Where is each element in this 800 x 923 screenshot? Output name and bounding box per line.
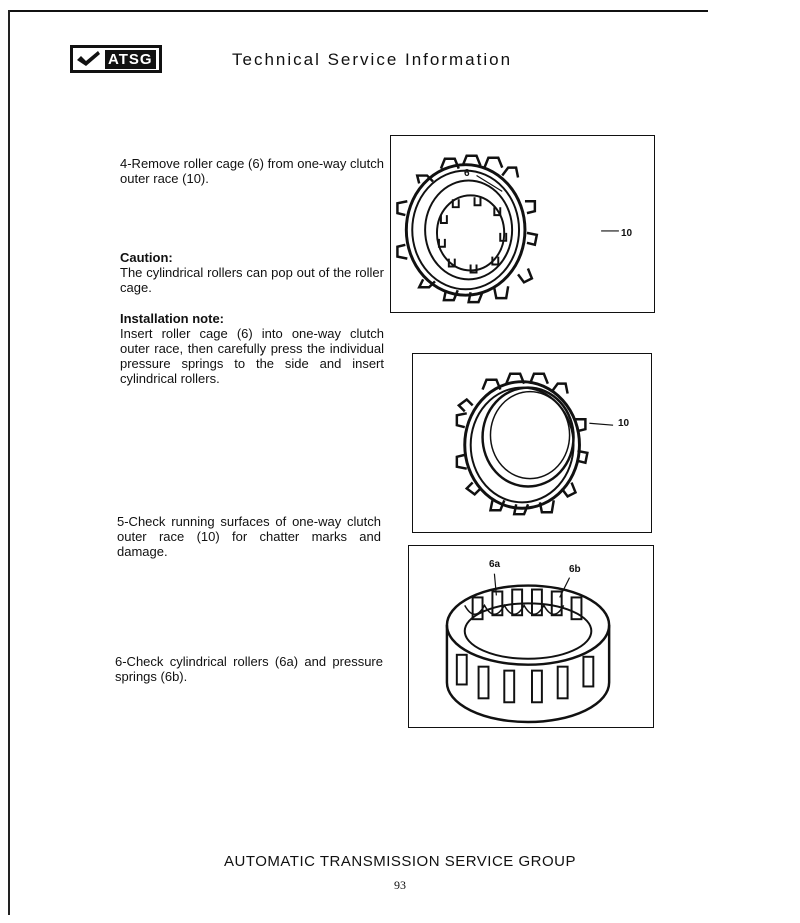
atsg-logo bbox=[70, 45, 162, 73]
installation-body: Insert roller cage (6) into one-way clutch outer race, then carefully press the individual pressure springs to the side and insert cylindrical rollers. bbox=[120, 326, 384, 386]
installation-heading: Installation note: bbox=[120, 311, 224, 326]
footer-organization: AUTOMATIC TRANSMISSION SERVICE GROUP bbox=[224, 853, 576, 870]
step-5-body: 5-Check running surfaces of one-way clutch outer race (10) for chatter marks and damage. bbox=[117, 514, 381, 559]
figure-1-callout-6: 6 bbox=[464, 168, 470, 179]
step-4-text bbox=[120, 156, 384, 186]
step-4-body: 4-Remove roller cage (6) from one-way clutch outer race (10). bbox=[120, 156, 384, 186]
step-6-text bbox=[115, 654, 383, 684]
figure-outer-race bbox=[412, 353, 652, 533]
figure-3-callout-6a: 6a bbox=[489, 559, 501, 570]
step-5-text bbox=[117, 514, 381, 559]
top-rule bbox=[8, 10, 708, 12]
figure-rollers-and-springs bbox=[408, 545, 654, 728]
left-rule bbox=[8, 10, 10, 915]
step-6-body: 6-Check cylindrical rollers (6a) and pressure springs (6b). bbox=[115, 654, 383, 684]
caution-heading: Caution: bbox=[120, 250, 173, 265]
logo-text: ATSG bbox=[105, 50, 156, 69]
page-number: 93 bbox=[394, 878, 406, 892]
figure-roller-cage-in-outer-race bbox=[390, 135, 655, 313]
figure-3-callout-6b: 6b bbox=[569, 564, 581, 575]
caution-body: The cylindrical rollers can pop out of the roller cage. bbox=[120, 265, 384, 295]
installation-note-block bbox=[120, 311, 384, 386]
caution-block bbox=[120, 250, 384, 295]
figure-2-callout-10: 10 bbox=[618, 418, 630, 429]
page-title: Technical Service Information bbox=[232, 50, 513, 69]
checkmark-icon bbox=[73, 48, 103, 70]
figure-1-callout-10: 10 bbox=[621, 228, 633, 239]
